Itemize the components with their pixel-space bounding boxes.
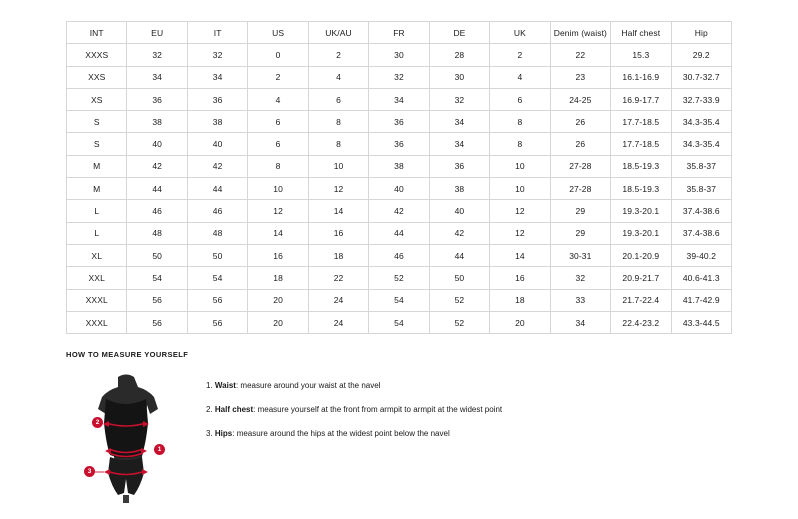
- cell-ukau: 16: [308, 222, 368, 244]
- cell-uk: 14: [490, 244, 550, 266]
- table-row: [67, 289, 732, 311]
- cell-int: L: [67, 222, 127, 244]
- cell-hip: 41.7-42.9: [671, 289, 731, 311]
- cell-fr: 36: [369, 133, 429, 155]
- column-header: EU: [127, 22, 187, 44]
- cell-us: 16: [248, 244, 308, 266]
- column-header: Denim (waist): [550, 22, 610, 44]
- cell-uk: 10: [490, 178, 550, 200]
- cell-us: 20: [248, 311, 308, 333]
- note-index: 2.: [206, 405, 213, 414]
- table-row: [67, 133, 732, 155]
- cell-denim-waist: 27-28: [550, 178, 610, 200]
- cell-it: 50: [187, 244, 247, 266]
- cell-ukau: 8: [308, 133, 368, 155]
- cell-us: 14: [248, 222, 308, 244]
- cell-uk: 18: [490, 289, 550, 311]
- measurement-notes: [206, 371, 502, 453]
- column-header: UK/AU: [308, 22, 368, 44]
- cell-us: 12: [248, 200, 308, 222]
- cell-eu: 34: [127, 66, 187, 88]
- note-text: : measure around the hips at the widest point below the navel: [232, 429, 450, 438]
- cell-half-chest: 16.1-16.9: [611, 66, 671, 88]
- cell-fr: 32: [369, 66, 429, 88]
- cell-de: 34: [429, 133, 489, 155]
- cell-half-chest: 16.9-17.7: [611, 88, 671, 110]
- cell-uk: 2: [490, 44, 550, 66]
- cell-hip: 35.8-37: [671, 155, 731, 177]
- column-header: Hip: [671, 22, 731, 44]
- how-to-measure-title: HOW TO MEASURE YOURSELF: [66, 350, 189, 359]
- cell-de: 50: [429, 267, 489, 289]
- cell-half-chest: 18.5-19.3: [611, 155, 671, 177]
- cell-fr: 46: [369, 244, 429, 266]
- measurement-note-hips: [206, 429, 502, 439]
- cell-it: 34: [187, 66, 247, 88]
- cell-eu: 56: [127, 289, 187, 311]
- cell-int: S: [67, 111, 127, 133]
- cell-eu: 50: [127, 244, 187, 266]
- mannequin-illustration: [66, 371, 186, 506]
- cell-eu: 40: [127, 133, 187, 155]
- table-row: [67, 88, 732, 110]
- note-index: 3.: [206, 429, 213, 438]
- cell-us: 18: [248, 267, 308, 289]
- cell-fr: 36: [369, 111, 429, 133]
- cell-int: XS: [67, 88, 127, 110]
- cell-half-chest: 17.7-18.5: [611, 111, 671, 133]
- cell-int: XXXS: [67, 44, 127, 66]
- cell-half-chest: 19.3-20.1: [611, 222, 671, 244]
- cell-ukau: 6: [308, 88, 368, 110]
- cell-de: 40: [429, 200, 489, 222]
- size-conversion-table: [66, 21, 732, 334]
- cell-eu: 44: [127, 178, 187, 200]
- cell-int: XXXL: [67, 311, 127, 333]
- cell-uk: 8: [490, 111, 550, 133]
- how-to-measure-section: [66, 350, 766, 506]
- cell-hip: 29.2: [671, 44, 731, 66]
- cell-us: 20: [248, 289, 308, 311]
- column-header: US: [248, 22, 308, 44]
- cell-uk: 6: [490, 88, 550, 110]
- cell-fr: 30: [369, 44, 429, 66]
- cell-hip: 34.3-35.4: [671, 111, 731, 133]
- cell-half-chest: 18.5-19.3: [611, 178, 671, 200]
- cell-denim-waist: 29: [550, 222, 610, 244]
- cell-us: 4: [248, 88, 308, 110]
- cell-hip: 43.3-44.5: [671, 311, 731, 333]
- cell-de: 44: [429, 244, 489, 266]
- cell-ukau: 18: [308, 244, 368, 266]
- cell-denim-waist: 26: [550, 111, 610, 133]
- cell-denim-waist: 23: [550, 66, 610, 88]
- cell-eu: 36: [127, 88, 187, 110]
- cell-it: 56: [187, 289, 247, 311]
- cell-it: 38: [187, 111, 247, 133]
- cell-int: XXS: [67, 66, 127, 88]
- cell-ukau: 4: [308, 66, 368, 88]
- cell-it: 48: [187, 222, 247, 244]
- cell-de: 28: [429, 44, 489, 66]
- cell-half-chest: 20.1-20.9: [611, 244, 671, 266]
- cell-fr: 38: [369, 155, 429, 177]
- cell-half-chest: 17.7-18.5: [611, 133, 671, 155]
- cell-ukau: 14: [308, 200, 368, 222]
- cell-int: S: [67, 133, 127, 155]
- cell-fr: 42: [369, 200, 429, 222]
- cell-fr: 34: [369, 88, 429, 110]
- cell-half-chest: 22.4-23.2: [611, 311, 671, 333]
- table-row: [67, 222, 732, 244]
- cell-us: 8: [248, 155, 308, 177]
- cell-de: 32: [429, 88, 489, 110]
- table-row: [67, 111, 732, 133]
- cell-it: 36: [187, 88, 247, 110]
- column-header: Half chest: [611, 22, 671, 44]
- cell-ukau: 10: [308, 155, 368, 177]
- cell-ukau: 12: [308, 178, 368, 200]
- cell-denim-waist: 27-28: [550, 155, 610, 177]
- cell-int: XL: [67, 244, 127, 266]
- table-row: [67, 267, 732, 289]
- cell-us: 6: [248, 133, 308, 155]
- cell-fr: 54: [369, 311, 429, 333]
- cell-ukau: 24: [308, 311, 368, 333]
- cell-fr: 44: [369, 222, 429, 244]
- table-body: [67, 44, 732, 334]
- cell-denim-waist: 22: [550, 44, 610, 66]
- measurement-badge-3: 3: [84, 466, 95, 477]
- cell-half-chest: 15.3: [611, 44, 671, 66]
- column-header: UK: [490, 22, 550, 44]
- cell-hip: 32.7-33.9: [671, 88, 731, 110]
- table-row: [67, 44, 732, 66]
- cell-denim-waist: 29: [550, 200, 610, 222]
- cell-denim-waist: 32: [550, 267, 610, 289]
- cell-uk: 16: [490, 267, 550, 289]
- cell-eu: 38: [127, 111, 187, 133]
- cell-half-chest: 19.3-20.1: [611, 200, 671, 222]
- cell-hip: 39-40.2: [671, 244, 731, 266]
- cell-eu: 48: [127, 222, 187, 244]
- cell-de: 52: [429, 289, 489, 311]
- measurement-note-waist: [206, 381, 502, 391]
- cell-fr: 40: [369, 178, 429, 200]
- cell-half-chest: 21.7-22.4: [611, 289, 671, 311]
- cell-denim-waist: 26: [550, 133, 610, 155]
- cell-us: 10: [248, 178, 308, 200]
- table-header-row: [67, 22, 732, 44]
- cell-fr: 54: [369, 289, 429, 311]
- cell-int: XXL: [67, 267, 127, 289]
- note-index: 1.: [206, 381, 213, 390]
- cell-hip: 37.4-38.6: [671, 200, 731, 222]
- column-header: IT: [187, 22, 247, 44]
- cell-de: 38: [429, 178, 489, 200]
- cell-it: 32: [187, 44, 247, 66]
- cell-eu: 54: [127, 267, 187, 289]
- cell-ukau: 2: [308, 44, 368, 66]
- cell-it: 44: [187, 178, 247, 200]
- note-term: Hips: [214, 429, 233, 438]
- column-header: INT: [67, 22, 127, 44]
- table-row: [67, 178, 732, 200]
- cell-denim-waist: 24-25: [550, 88, 610, 110]
- cell-hip: 40.6-41.3: [671, 267, 731, 289]
- cell-it: 46: [187, 200, 247, 222]
- cell-ukau: 24: [308, 289, 368, 311]
- cell-uk: 12: [490, 222, 550, 244]
- table-row: [67, 244, 732, 266]
- cell-eu: 32: [127, 44, 187, 66]
- cell-hip: 34.3-35.4: [671, 133, 731, 155]
- cell-us: 6: [248, 111, 308, 133]
- cell-it: 54: [187, 267, 247, 289]
- cell-hip: 30.7-32.7: [671, 66, 731, 88]
- column-header: FR: [369, 22, 429, 44]
- measurement-figure: [66, 371, 186, 506]
- cell-uk: 10: [490, 155, 550, 177]
- note-term: Half chest: [214, 405, 254, 414]
- table-row: [67, 200, 732, 222]
- cell-int: XXXL: [67, 289, 127, 311]
- cell-uk: 4: [490, 66, 550, 88]
- cell-int: M: [67, 155, 127, 177]
- cell-denim-waist: 34: [550, 311, 610, 333]
- cell-hip: 35.8-37: [671, 178, 731, 200]
- cell-uk: 20: [490, 311, 550, 333]
- cell-fr: 52: [369, 267, 429, 289]
- cell-de: 52: [429, 311, 489, 333]
- cell-de: 30: [429, 66, 489, 88]
- cell-ukau: 22: [308, 267, 368, 289]
- cell-eu: 42: [127, 155, 187, 177]
- cell-us: 2: [248, 66, 308, 88]
- measurement-note-half-chest: [206, 405, 502, 415]
- table-row: [67, 155, 732, 177]
- cell-it: 56: [187, 311, 247, 333]
- cell-ukau: 8: [308, 111, 368, 133]
- cell-int: L: [67, 200, 127, 222]
- note-term: Waist: [214, 381, 236, 390]
- cell-int: M: [67, 178, 127, 200]
- cell-denim-waist: 33: [550, 289, 610, 311]
- how-to-measure-body: [66, 371, 766, 506]
- cell-de: 42: [429, 222, 489, 244]
- note-text: : measure around your waist at the navel: [235, 381, 381, 390]
- cell-eu: 46: [127, 200, 187, 222]
- cell-hip: 37.4-38.6: [671, 222, 731, 244]
- measurement-badge-2: 2: [92, 417, 103, 428]
- cell-eu: 56: [127, 311, 187, 333]
- cell-uk: 8: [490, 133, 550, 155]
- measurement-badge-1: 1: [154, 444, 165, 455]
- cell-half-chest: 20.9-21.7: [611, 267, 671, 289]
- table-row: [67, 66, 732, 88]
- cell-de: 36: [429, 155, 489, 177]
- cell-denim-waist: 30-31: [550, 244, 610, 266]
- table-row: [67, 311, 732, 333]
- note-text: : measure yourself at the front from armpit to armpit at the widest point: [253, 405, 503, 414]
- cell-it: 40: [187, 133, 247, 155]
- cell-us: 0: [248, 44, 308, 66]
- cell-uk: 12: [490, 200, 550, 222]
- column-header: DE: [429, 22, 489, 44]
- cell-de: 34: [429, 111, 489, 133]
- cell-it: 42: [187, 155, 247, 177]
